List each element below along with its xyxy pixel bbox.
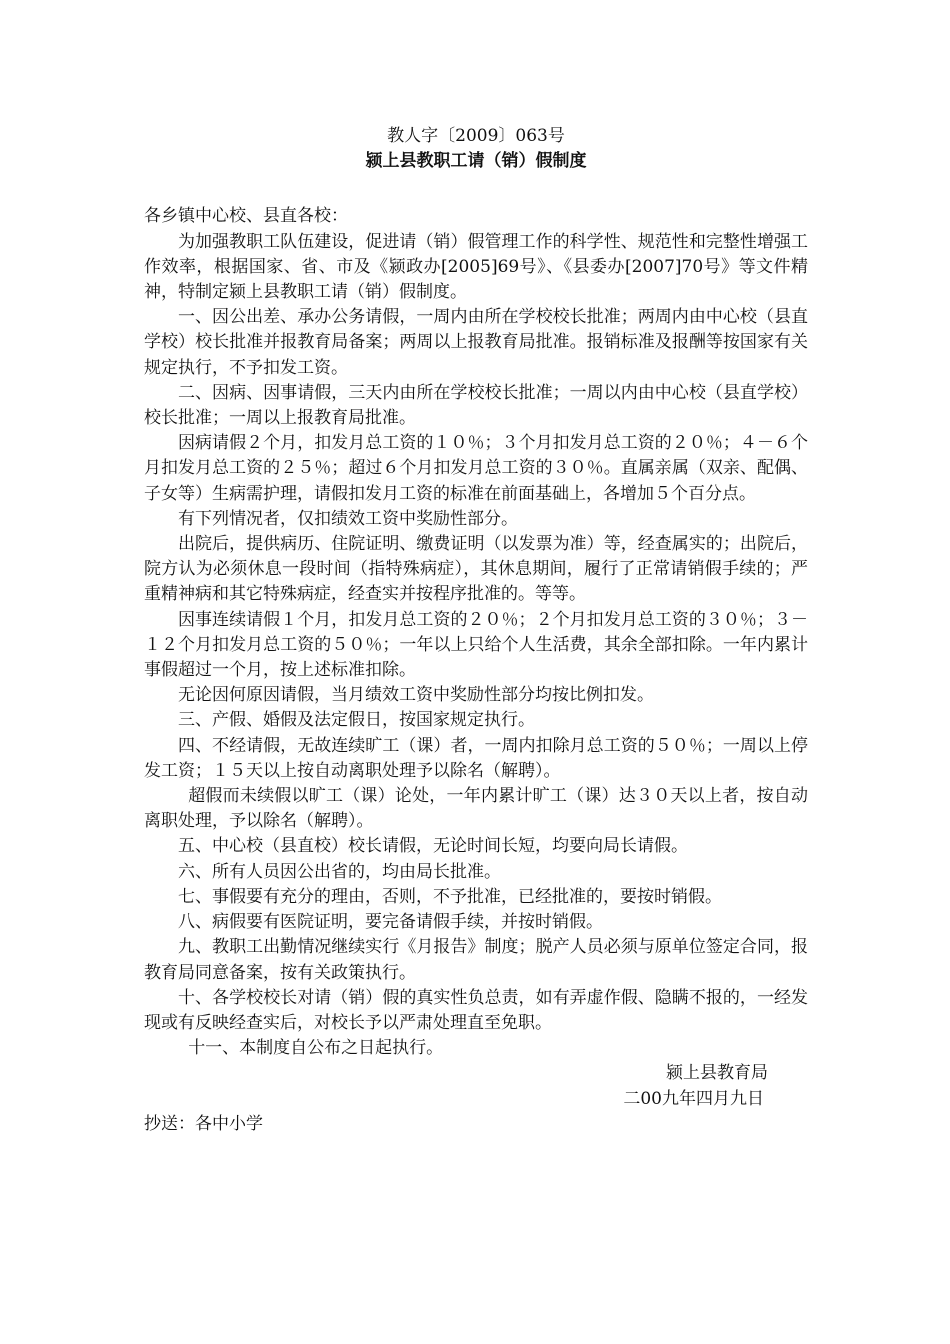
cc-line: 抄送：各中小学: [144, 1113, 263, 1134]
signature-date: 二00九年四月九日: [623, 1088, 764, 1109]
paragraph-clause-3: 三、产假、婚假及法定假日，按国家规定执行。: [178, 710, 535, 731]
paragraph-exceptions-detail: 出院后，提供病历、住院证明、缴费证明（以发票为准）等，经查属实的；出院后，院方认为必须休息一段时间（指特殊病症），其休息期间，履行了正常请销假手续的；严重精神病和其它特殊病症，经查实并按程序批准的。等等。: [144, 534, 808, 605]
paragraph-clause-4: 四、不经请假，无故连续旷工（课）者，一周内扣除月总工资的５０％；一周以上停发工资；１５天以上按自动离职处理予以除名（解聘）。: [144, 735, 808, 781]
paragraph-clause-7: 七、事假要有充分的理由，否则，不予批准，已经批准的，要按时销假。: [178, 886, 722, 907]
paragraph-sick-leave-deduction: 因病请假２个月，扣发月总工资的１０％；３个月扣发月总工资的２０％；４－６个月扣发月总工资的２５％；超过６个月扣发月总工资的３０％。直属亲属（双亲、配偶、子女等）生病需护理，请假扣发月工资的标准在前面基础上，各增加５个百分点。: [144, 433, 808, 504]
document-number: 教人字〔2009〕063号: [387, 126, 565, 146]
paragraph-exceptions-intro: 有下列情况者，仅扣绩效工资中奖励性部分。: [178, 508, 518, 529]
paragraph-clause-6: 六、所有人员因公出省的，均由局长批准。: [178, 861, 501, 882]
paragraph-clause-2: 二、因病、因事请假，三天内由所在学校校长批准；一周以内由中心校（县直学校）校长批准；一周以上报教育局批准。: [144, 382, 808, 429]
paragraph-clause-5: 五、中心校（县直校）校长请假，无论时间长短，均要向局长请假。: [178, 836, 688, 857]
salutation: 各乡镇中心校、县直各校：: [144, 206, 348, 227]
paragraph-overstay: 超假而未续假以旷工（课）论处，一年内累计旷工（课）达３０天以上者，按自动离职处理，予以除名（解聘）。: [144, 786, 808, 832]
paragraph-clause-10: 十、各学校校长对请（销）假的真实性负总责，如有弄虚作假、隐瞒不报的，一经发现或有反映经查实后，对校长予以严肃处理直至免职。: [144, 987, 808, 1033]
paragraph-performance-pay: 无论因何原因请假，当月绩效工资中奖励性部分均按比例扣发。: [178, 685, 654, 706]
paragraph-clause-8: 八、病假要有医院证明，要完备请假手续，并按时销假。: [178, 912, 603, 933]
signature-organization: 颍上县教育局: [666, 1063, 768, 1084]
paragraph-clause-1: 一、因公出差、承办公务请假，一周内由所在学校校长批准；两周内由中心校（县直学校）校长批准并报教育局备案；两周以上报教育局批准。报销标准及报酬等按国家有关规定执行，不予扣发工资。: [144, 307, 808, 378]
paragraph-personal-leave-deduction: 因事连续请假１个月，扣发月总工资的２０％；２个月扣发月总工资的３０％；３－１２个月扣发月总工资的５０％；一年以上只给个人生活费，其余全部扣除。一年内累计事假超过一个月，按上述标准扣除。: [144, 609, 808, 681]
paragraph-clause-9: 九、教职工出勤情况继续实行《月报告》制度；脱产人员必须与原单位签定合同，报教育局同意备案，按有关政策执行。: [144, 937, 808, 983]
paragraph-clause-11: 十一、本制度自公布之日起执行。: [188, 1038, 444, 1059]
paragraph-intro: 为加强教职工队伍建设，促进请（销）假管理工作的科学性、规范性和完整性增强工作效率，根据国家、省、市及《颍政办[2005]69号》、《县委办[2007]70号》等文件精神，特制定颍上县教职工请（销）假制度。: [144, 231, 808, 303]
document-title: 颍上县教职工请（销）假制度: [365, 151, 587, 172]
document-page: [144, 124, 808, 1137]
